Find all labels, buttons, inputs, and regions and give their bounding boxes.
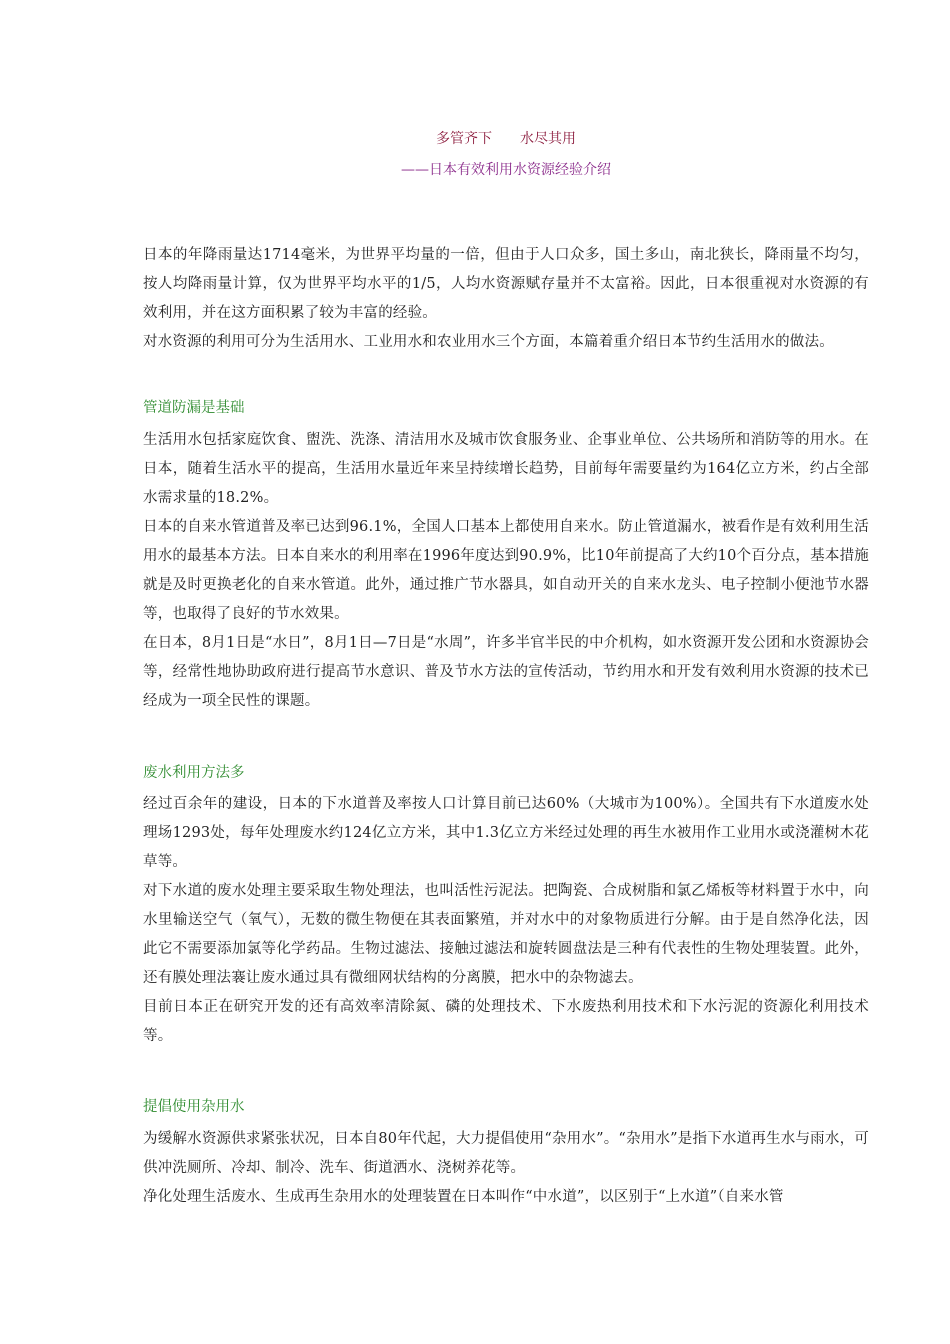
document-subtitle: ——日本有效利用水资源经验介绍 [401,162,611,178]
section-heading-reclaimed-water: 提倡使用杂用水 [143,1099,245,1115]
intro-paragraph: 日本的年降雨量达1714毫米，为世界平均量的一倍，但由于人口众多，国土多山，南北狭长，降雨量不均匀，按人均降雨量计算，仅为世界平均水平的1/5，人均水资源赋存量并不太富裕。因此，日本很重视对水资源的有效利用，并在这方面积累了较为丰富的经验。 [143,247,869,321]
section-paragraph: 对下水道的废水处理主要采取生物处理法，也叫活性污泥法。把陶瓷、合成树脂和氯乙烯板等材料置于水中，向水里输送空气（氧气），无数的微生物便在其表面繁殖，并对水中的对象物质进行分解。由于是自然净化法，因此它不需要添加氯等化学药品。生物过滤法、接触过滤法和旋转圆盘法是三种有代表性的生物处理装置。此外，还有膜处理法褰让废水通过具有微细网状结构的分离膜，把水中的杂物滤去。 [143,883,869,986]
section-paragraph: 为缓解水资源供求紧张状况，日本自80年代起，大力提倡使用“杂用水”。“杂用水”是指下水道再生水与雨水，可供冲洗厕所、冷却、制冷、洗车、街道洒水、浇树养花等。 [143,1131,869,1176]
section-paragraph: 目前日本正在研究开发的还有高效率清除氮、磷的处理技术、下水废热利用技术和下水污泥的资源化利用技术等。 [143,999,869,1044]
section-body-pipe-leak [143,426,869,716]
intro-block [143,241,869,357]
section-paragraph: 在日本，8月1日是“水日”，8月1日—7日是“水周”，许多半官半民的中介机构，如水资源开发公团和水资源协会等，经常性地协助政府进行提高节水意识、普及节水方法的宣传活动，节约用水和开发有效利用水资源的技术已经成为一项全民性的课题。 [143,635,869,709]
section-body-wastewater [143,790,869,1051]
section-heading-wastewater: 废水利用方法多 [143,765,245,781]
document-title: 多管齐下 水尽其用 [436,131,576,147]
section-heading-pipe-leak: 管道防漏是基础 [143,400,245,416]
section-paragraph: 经过百余年的建设，日本的下水道普及率按人口计算目前已达60%（大城市为100%）。全国共有下水道废水处理场1293处，每年处理废水约124亿立方米，其中1.3亿立方米经过处理的再生水被用作工业用水或浇灌树木花草等。 [143,796,869,870]
intro-paragraph: 对水资源的利用可分为生活用水、工业用水和农业用水三个方面，本篇着重介绍日本节约生活用水的做法。 [143,334,834,350]
section-paragraph: 生活用水包括家庭饮食、盥洗、洗涤、清洁用水及城市饮食服务业、企事业单位、公共场所和消防等的用水。在日本，随着生活水平的提高，生活用水量近年来呈持续增长趋势，目前每年需要量约为164亿立方米，约占全部水需求量的18.2%。 [143,432,869,506]
section-paragraph: 日本的自来水管道普及率已达到96.1%，全国人口基本上都使用自来水。防止管道漏水，被看作是有效利用生活用水的最基本方法。日本自来水的利用率在1996年度达到90.9%，比10年前提高了大约10个百分点，基本措施就是及时更换老化的自来水管道。此外，通过推广节水器具，如自动开关的自来水龙头、电子控制小便池节水器等，也取得了良好的节水效果。 [143,519,869,622]
section-paragraph: 净化处理生活废水、生成再生杂用水的处理装置在日本叫作“中水道”，以区别于“上水道”（自来水管 [143,1189,784,1205]
section-body-reclaimed-water [143,1125,869,1212]
